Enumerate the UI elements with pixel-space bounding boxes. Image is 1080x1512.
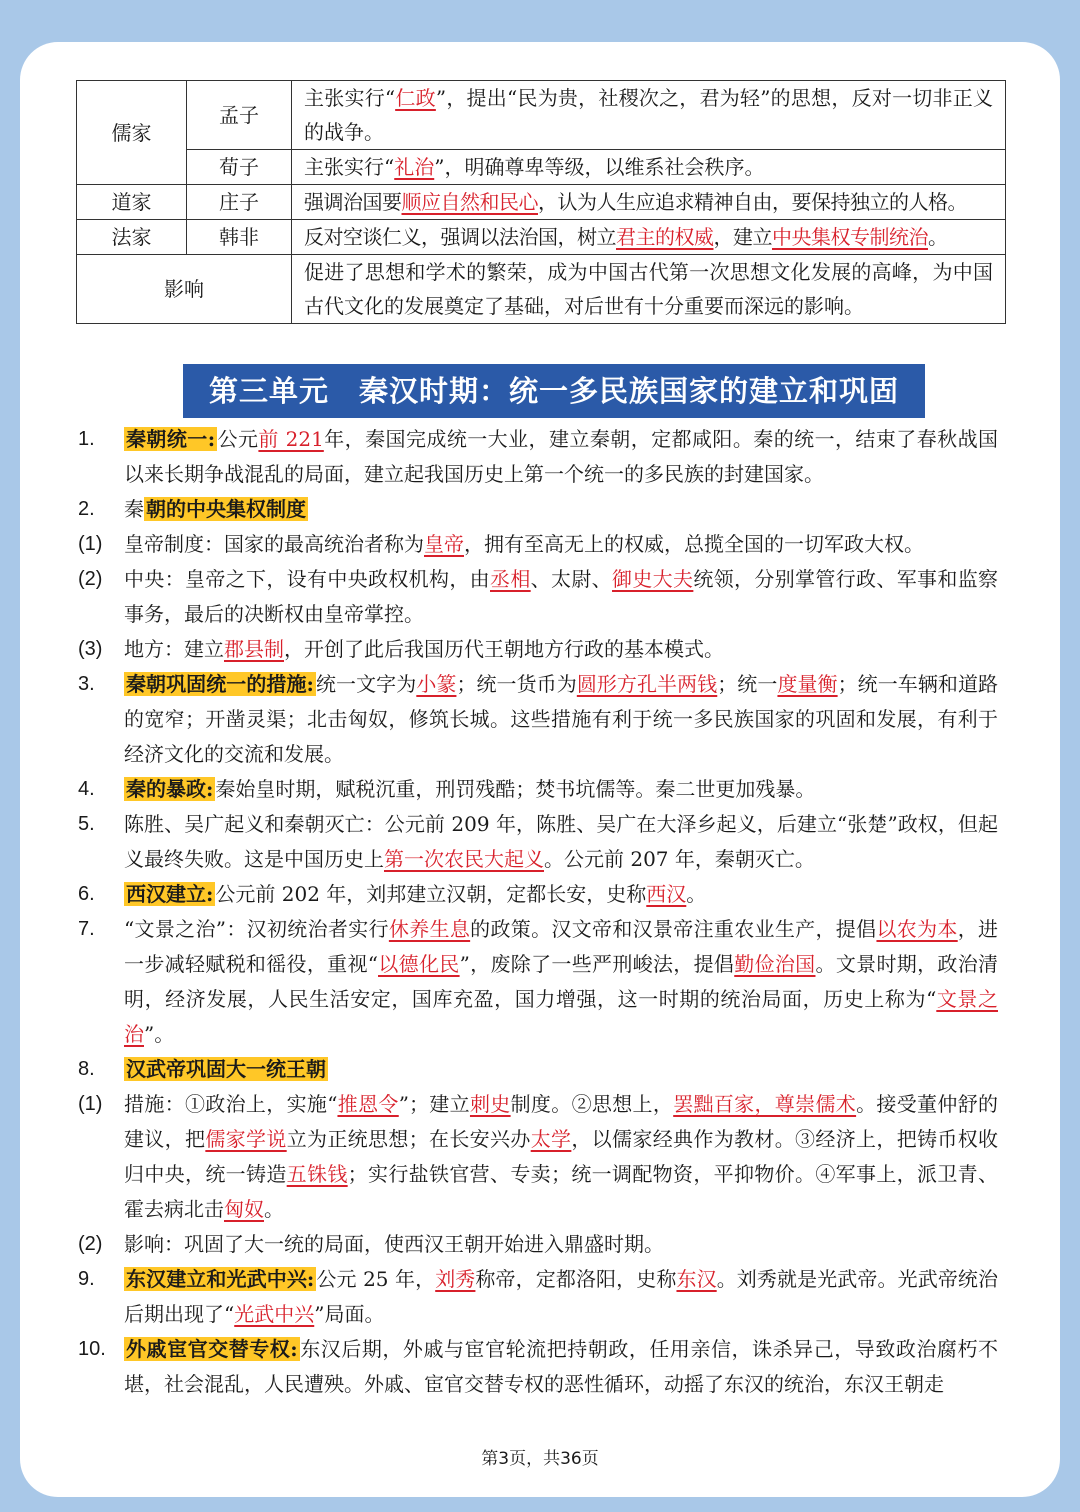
- person-cell: 韩非: [187, 220, 292, 255]
- list-item: 5. 陈胜、吴广起义和秦朝灭亡：公元前 209 年，陈胜、吴广在大泽乡起义，后建立“张楚”政权，但起义最终失败。这是中国历史上第一次农民大起义。公元前 207 年，秦朝灭亡。: [78, 812, 998, 871]
- list-item: 7. “文景之治”：汉初统治者实行休养生息的政策。汉文帝和汉景帝注重农业生产，提倡以农为本，进一步减轻赋税和徭役，重视“以德化民”，废除了一些严刑峻法，提倡勤俭治国。文景时期，政治清明，经济发展，人民生活安定，国库充盈，国力增强，这一时期的统治局面，历史上称为“文景之治”。: [78, 917, 999, 1046]
- list-item: (2) 影响：巩固了大一统的局面，使西汉王朝开始进入鼎盛时期。: [78, 1232, 664, 1256]
- list-item: 3. 秦朝巩固统一的措施: 统一文字为小篆；统一货币为圆形方孔半两钱；统一度量衡；统一车辆和道路的宽窄；开凿灵渠；北击匈奴，修筑长城。这些措施有利于统一多民族国家的巩固和发展，有利于经济文化的交流和发展。: [78, 672, 999, 766]
- table-row: [77, 81, 1006, 150]
- page: [20, 42, 1060, 1497]
- schools-of-thought-table: [76, 80, 1006, 324]
- school-cell: 儒家: [77, 81, 187, 185]
- item-list: [78, 422, 998, 1402]
- person-cell: 庄子: [187, 185, 292, 220]
- person-cell: 孟子: [187, 81, 292, 150]
- list-item: (2) 中央：皇帝之下，设有中央政权机构，由丞相、太尉、御史大夫统领，分别掌管行政、军事和监察事务，最后的决断权由皇帝掌控。: [78, 567, 999, 626]
- unit-title: 第三单元 秦汉时期：统一多民族国家的建立和巩固: [183, 364, 925, 418]
- idea-cell: 强调治国要顺应自然和民心，认为人生应追求精神自由，要保持独立的人格。: [292, 185, 1006, 220]
- school-cell: 法家: [77, 220, 187, 255]
- table-row: [77, 255, 1006, 324]
- school-cell: 道家: [77, 185, 187, 220]
- person-cell: 荀子: [187, 150, 292, 185]
- list-item: 6. 西汉建立: 公元前 202 年，刘邦建立汉朝，定都长安，史称西汉。: [78, 882, 707, 906]
- list-item: 8. 汉武帝巩固大一统王朝: [78, 1057, 326, 1081]
- list-item: 10. 外戚宦官交替专权: 东汉后期，外戚与宦官轮流把持朝政，任用亲信，诛杀异己，导致政治腐朽不堪，社会混乱，人民遭殃。外戚、宦官交替专权的恶性循环，动摇了东汉的统治，东汉王朝走: [78, 1337, 999, 1396]
- page-number: 第3页，共36页: [481, 1449, 599, 1469]
- table-row: [77, 220, 1006, 255]
- list-item: (1) 皇帝制度：国家的最高统治者称为皇帝，拥有至高无上的权威，总揽全国的一切军政大权。: [78, 532, 924, 556]
- list-item: 2. 秦 朝的中央集权制度: [78, 497, 306, 521]
- list-item: (1) 措施：①政治上，实施“推恩令”；建立刺史制度。②思想上，罢黜百家，尊崇儒术。接受董仲舒的建议，把儒家学说立为正统思想；在长安兴办太学，以儒家经典作为教材。③经济上，把铸币权收归中央，统一铸造五铢钱；实行盐铁官营、专卖；统一调配物资，平抑物价。④军事上，派卫青、霍去病北击匈奴。: [78, 1092, 999, 1221]
- influence-text: 促进了思想和学术的繁荣，成为中国古代第一次思想文化发展的高峰，为中国古代文化的发展奠定了基础，对后世有十分重要而深远的影响。: [292, 255, 1006, 324]
- list-item: 1. 秦朝统一: 公元前 221年，秦国完成统一大业，建立秦朝，定都咸阳。秦的统一，结束了春秋战国以来长期争战混乱的局面，建立起我国历史上第一个统一的多民族的封建国家。: [78, 427, 999, 486]
- list-item: 4. 秦的暴政: 秦始皇时期，赋税沉重，刑罚残酷；焚书坑儒等。秦二世更加残暴。: [78, 777, 816, 801]
- idea-cell: 主张实行“仁政”，提出“民为贵，社稷次之，君为轻”的思想，反对一切非正义的战争。: [292, 81, 1006, 150]
- idea-cell: 反对空谈仁义，强调以法治国，树立君主的权威，建立中央集权专制统治。: [292, 220, 1006, 255]
- list-item: 9. 东汉建立和光武中兴: 公元 25 年，刘秀称帝，定都洛阳，史称东汉。刘秀就是光武帝。光武帝统治后期出现了“光武中兴”局面。: [78, 1267, 999, 1326]
- idea-cell: 主张实行“礼治”，明确尊卑等级，以维系社会秩序。: [292, 150, 1006, 185]
- table-row: [77, 185, 1006, 220]
- list-item: (3) 地方：建立郡县制，开创了此后我国历代王朝地方行政的基本模式。: [78, 637, 724, 661]
- influence-label: 影响: [77, 255, 292, 324]
- table-row: [77, 150, 1006, 185]
